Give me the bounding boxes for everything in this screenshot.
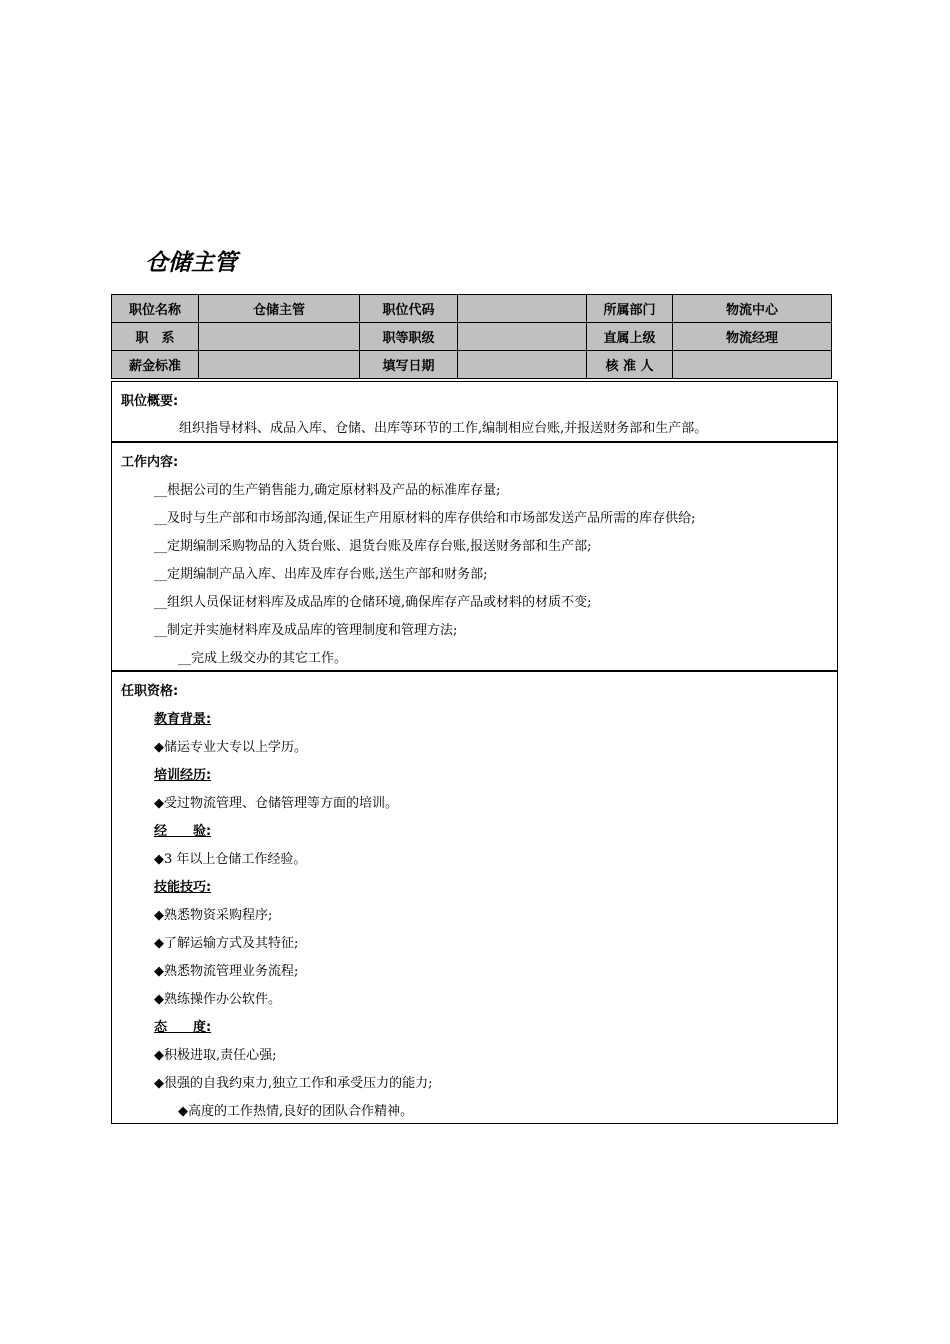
label-position-name: 职位名称 (112, 295, 199, 323)
list-item: ◆很强的自我约束力,独立工作和承受压力的能力; (154, 1076, 433, 1091)
label-supervisor: 直属上级 (587, 323, 673, 351)
list-item: __及时与生产部和市场部沟通,保证生产用原材料的库存供给和市场部发送产品所需的库存供给; (154, 511, 696, 526)
duties-heading: 工作内容: (121, 455, 179, 470)
list-item: __完成上级交办的其它工作。 (178, 651, 348, 666)
label-grade: 职等职级 (360, 323, 458, 351)
value-job-family (199, 323, 360, 351)
list-item: ◆储运专业大专以上学历。 (154, 740, 307, 755)
list-item: __组织人员保证材料库及成品库的仓储环境,确保库存产品或材料的材质不变; (154, 595, 592, 610)
label-position-code: 职位代码 (360, 295, 458, 323)
label-approver: 核 准 人 (587, 351, 673, 379)
experience-label: 经 验: (154, 824, 212, 839)
list-item: __定期编制产品入库、出库及库存台账,送生产部和财务部; (154, 567, 488, 582)
list-item: ◆熟练操作办公软件。 (154, 992, 281, 1007)
label-job-family: 职 系 (112, 323, 199, 351)
qualifications-heading: 任职资格: (121, 684, 179, 699)
label-fill-date: 填写日期 (360, 351, 458, 379)
list-item: ◆了解运输方式及其特征; (154, 936, 299, 951)
table-row (112, 295, 832, 323)
summary-heading: 职位概要: (121, 394, 179, 409)
label-department: 所属部门 (587, 295, 673, 323)
value-position-name: 仓储主管 (199, 295, 360, 323)
skills-label: 技能技巧: (154, 880, 212, 895)
header-info-table (111, 294, 832, 379)
list-item: __制定并实施材料库及成品库的管理制度和管理方法; (154, 623, 458, 638)
table-row (112, 323, 832, 351)
list-item: ◆受过物流管理、仓储管理等方面的培训。 (154, 796, 398, 811)
label-salary: 薪金标准 (112, 351, 199, 379)
education-label: 教育背景: (154, 712, 212, 727)
list-item: __定期编制采购物品的入货台账、退货台账及库存台账,报送财务部和生产部; (154, 539, 592, 554)
list-item: ◆3 年以上仓储工作经验。 (154, 852, 307, 867)
training-label: 培训经历: (154, 768, 212, 783)
list-item: ◆熟悉物流管理业务流程; (154, 964, 299, 979)
summary-section (111, 381, 838, 442)
value-approver (673, 351, 832, 379)
value-department: 物流中心 (673, 295, 832, 323)
value-supervisor: 物流经理 (673, 323, 832, 351)
value-position-code (458, 295, 587, 323)
value-fill-date (458, 351, 587, 379)
list-item: ◆高度的工作热情,良好的团队合作精神。 (178, 1104, 414, 1119)
table-row (112, 351, 832, 379)
list-item: ◆积极进取,责任心强; (154, 1048, 277, 1063)
value-salary (199, 351, 360, 379)
list-item: __根据公司的生产销售能力,确定原材料及产品的标准库存量; (154, 483, 501, 498)
value-grade (458, 323, 587, 351)
list-item: ◆熟悉物资采购程序; (154, 908, 273, 923)
summary-text: 组织指导材料、成品入库、仓储、出库等环节的工作,编制相应台账,并报送财务部和生产部。 (179, 421, 708, 436)
attitude-label: 态 度: (154, 1020, 212, 1035)
document-title: 仓储主管 (145, 249, 237, 276)
duties-section (111, 442, 838, 671)
qualifications-section (111, 671, 838, 1124)
